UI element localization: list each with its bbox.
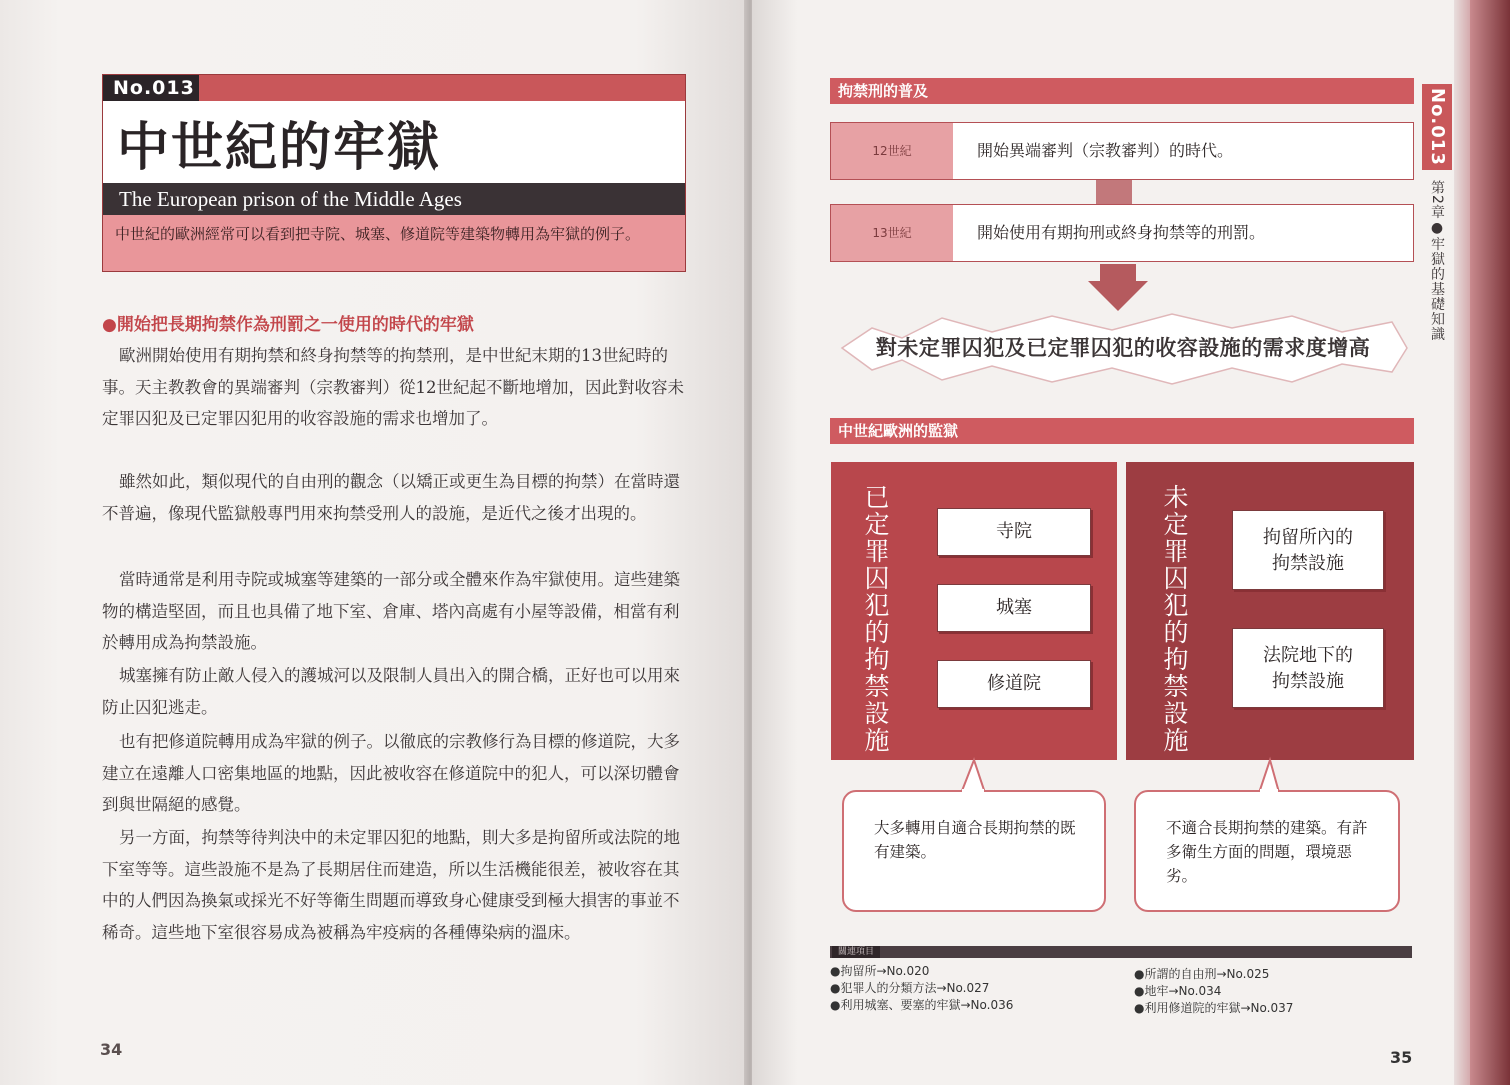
result-statement: 對未定罪囚犯及已定罪囚犯的收容設施的需求度增高 xyxy=(875,336,1371,360)
facility-line: 拘留所內的 xyxy=(1263,527,1353,548)
panel-title: 已定罪囚犯的拘禁設施 xyxy=(861,484,890,754)
facility-line: 拘禁設施 xyxy=(1272,671,1344,692)
facility-box: 修道院 xyxy=(937,660,1091,708)
related-item: ●利用城塞、要塞的牢獄→No.036 xyxy=(830,998,1014,1012)
page-number: 34 xyxy=(100,1040,123,1059)
side-entry-number: No.013 xyxy=(1422,84,1452,170)
related-item: ●利用修道院的牢獄→No.037 xyxy=(1134,1001,1294,1015)
century-description: 開始使用有期拘刑或終身拘禁等的刑罰。 xyxy=(977,223,1266,242)
page-number: 35 xyxy=(1390,1048,1413,1067)
facility-box xyxy=(1232,628,1384,708)
body-paragraph: 也有把修道院轉用成為牢獄的例子。以徹底的宗教修行為目標的修道院，大多建立在遠離人口密集地區的地點，因此被收容在修道院中的犯人，可以深切體會到與世隔絕的感覺。 xyxy=(102,732,680,814)
side-chapter-title: 第2章●牢獄的基礎知識 xyxy=(1429,180,1445,342)
body-paragraph: 另一方面，拘禁等待判決中的未定罪囚犯的地點，則大多是拘留所或法院的地下室等等。這些設施不是為了長期居住而建造，所以生活機能很差，被收容在其中的人們因為換氣或採光不好等衛生問題而導致身心健康受到極大損害的事並不稀奇。這些地下室很容易成為被稱為牢疫病的各種傳染病的溫床。 xyxy=(102,828,680,942)
panel-convicted xyxy=(831,462,1117,760)
tail-join xyxy=(1260,789,1278,793)
down-arrow-icon xyxy=(1100,264,1136,282)
related-item: ●地牢→No.034 xyxy=(1134,984,1222,998)
entry-number-badge: No.013 xyxy=(103,75,209,101)
book-cover-edge xyxy=(1470,0,1510,1085)
facility-box xyxy=(1232,510,1384,590)
callout-convicted: 大多轉用自適合長期拘禁的既有建築。 xyxy=(842,790,1106,912)
facility-box: 寺院 xyxy=(937,508,1091,556)
tail-join xyxy=(962,789,984,793)
section-title-prisons: 中世紀歐洲的監獄 xyxy=(830,418,1414,444)
row-connector xyxy=(1096,180,1132,204)
facility-line: 拘禁設施 xyxy=(1272,553,1344,574)
body-paragraph: 雖然如此，類似現代的自由刑的觀念（以矯正或更生為目標的拘禁）在當時還不普遍，像現代監獄般專門用來拘禁受刑人的設施，是近代之後才出現的。 xyxy=(102,472,680,523)
related-item: ●所謂的自由刑→No.025 xyxy=(1134,967,1270,981)
title-accent-bar xyxy=(199,75,685,101)
title-block xyxy=(102,74,686,272)
body-paragraph: 歐洲開始使用有期拘禁和終身拘禁等的拘禁刑，是中世紀末期的13世紀時的事。天主教教會的異端審判（宗教審判）從12世紀起不斷地增加，因此對收容未定罪囚犯及已定罪囚犯用的收容設施的需求也增加了。 xyxy=(102,346,684,428)
facility-box: 城塞 xyxy=(937,584,1091,632)
facility-line: 法院地下的 xyxy=(1263,645,1353,666)
century-row xyxy=(830,204,1414,262)
related-items-label: 關連項目 xyxy=(832,946,880,958)
callout-unconvicted: 不適合長期拘禁的建築。有許多衛生方面的問題，環境惡劣。 xyxy=(1134,790,1400,912)
century-label: 12世紀 xyxy=(831,123,953,179)
century-label: 13世紀 xyxy=(831,205,953,261)
related-items-bar xyxy=(830,946,1412,958)
panel-unconvicted xyxy=(1126,462,1414,760)
left-page xyxy=(0,0,748,1085)
chapter-side-tab xyxy=(1422,84,1452,404)
related-item: ●拘留所→No.020 xyxy=(830,964,930,978)
century-row xyxy=(830,122,1414,180)
english-subtitle: The European prison of the Middle Ages xyxy=(103,183,685,215)
section-title-spread: 拘禁刑的普及 xyxy=(830,78,1414,104)
body-paragraph: 城塞擁有防止敵人侵入的護城河以及限制人員出入的開合橋，正好也可以用來防止囚犯逃走。 xyxy=(102,666,680,717)
section-heading: ●開始把長期拘禁作為刑罰之一使用的時代的牢獄 xyxy=(102,315,474,335)
body-paragraph: 當時通常是利用寺院或城塞等建築的一部分或全體來作為牢獄使用。這些建築物的構造堅固，而且也具備了地下室、倉庫、塔內高處有小屋等設備，相當有利於轉用成為拘禁設施。 xyxy=(102,570,680,652)
century-description: 開始異端審判（宗教審判）的時代。 xyxy=(977,141,1234,160)
panel-title: 未定罪囚犯的拘禁設施 xyxy=(1160,484,1189,754)
arrow-head-icon xyxy=(1088,281,1148,311)
related-item: ●犯罪人的分類方法→No.027 xyxy=(830,981,990,995)
summary-text: 中世紀的歐洲經常可以看到把寺院、城塞、修道院等建築物轉用為牢獄的例子。 xyxy=(103,215,685,271)
page-title: 中世紀的牢獄 xyxy=(117,117,442,178)
